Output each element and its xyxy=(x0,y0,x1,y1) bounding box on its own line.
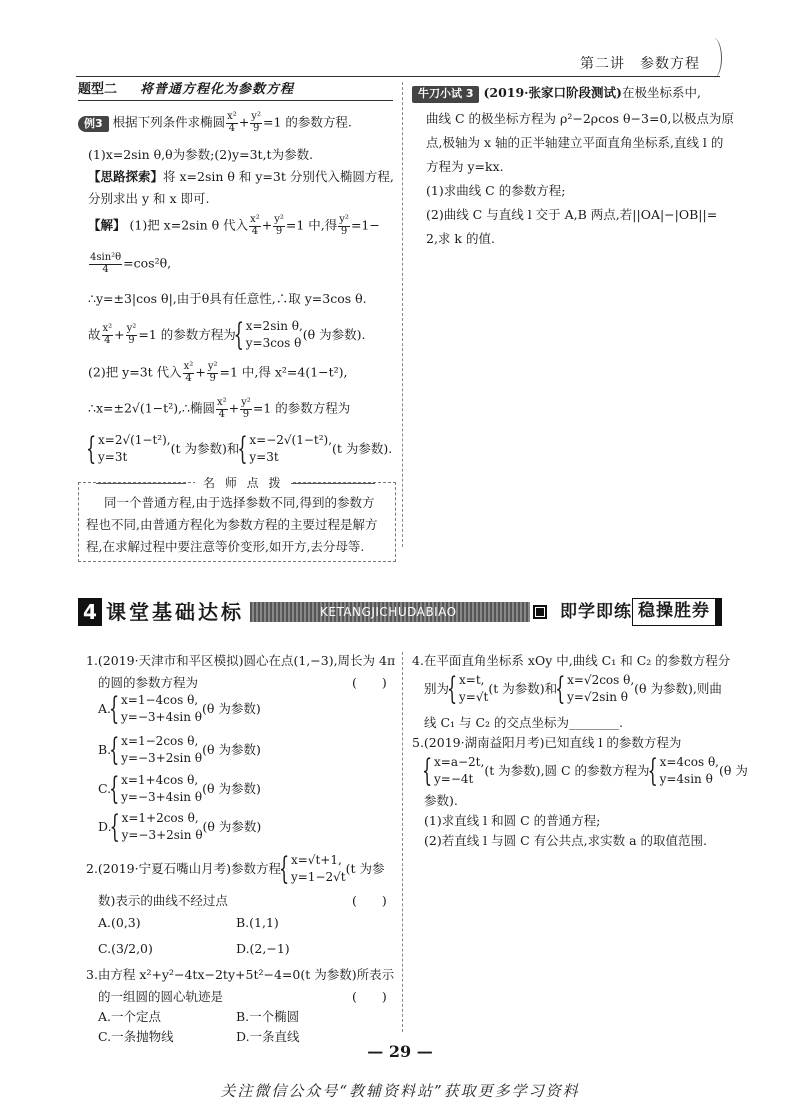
fraction: $\frac{\text{x²}}{4}$ xyxy=(227,111,237,134)
page-number: — 29 — xyxy=(367,1042,433,1061)
type-title: 将普通方程化为参数方程 xyxy=(140,82,295,97)
header-rule xyxy=(76,76,720,77)
q3-stem-1: 3.由方程 x²+y²−4tx−2ty+5t²−4=0(t 为参数)所表示 xyxy=(86,967,395,982)
solution-text: =1 中,得 xyxy=(285,217,338,233)
solution-text: (1)把 x=2sin θ 代入 xyxy=(129,217,249,233)
equation-system: { x=2sin θ, y=3cos θ xyxy=(236,318,303,353)
q3-option-d[interactable]: D.一条直线 xyxy=(236,1029,300,1044)
q1-stem-2: 的圆的参数方程为 xyxy=(98,675,199,690)
solution-line-1: 【解】 (1)把 x=2sin θ 代入 $\frac{\text{x²}}{4}$ + $\frac{\text{y²}}{9}$ =1 中,得 $\frac{\text{y²}}{9}$ =1− xyxy=(88,214,380,237)
solution-text: =1 中,得 x²=4(1−t²), xyxy=(219,364,348,380)
q5-stem-2: { x=a−2t, y=−4t (t 为参数),圆 C 的参数方程为 { x=4cos θ, y=4sin θ (θ 为 xyxy=(424,754,748,789)
type-rule xyxy=(78,100,393,101)
fraction: $\frac{\text{4sin²θ}}{4}$ xyxy=(90,252,122,275)
solution-line-5: (2)把 y=3t 代入 $\frac{\text{x²}}{4}$ + $\frac{\text{y²}}{9}$ =1 中,得 x²=4(1−t²), xyxy=(88,361,348,384)
example-stem-end: 的参数方程. xyxy=(285,114,352,130)
example-stem-text: 根据下列条件求椭圆 xyxy=(112,114,226,130)
header-decoration xyxy=(708,38,722,78)
q4-stem-3: 线 C₁ 与 C₂ 的交点坐标为________. xyxy=(424,715,624,730)
solution-line-4: 故 $\frac{\text{x²}}{4}$ + $\frac{\text{y²}}{9}$ =1 的参数方程为 { x=2sin θ, y=3cos θ (θ 为参数). xyxy=(88,318,366,353)
solution-text: =1 的参数方程为 xyxy=(138,326,236,342)
note-rule xyxy=(285,483,375,484)
q5-stem-1: 5.(2019·湖南益阳月考)已知直线 l 的参数方程为 xyxy=(412,735,682,750)
column-divider xyxy=(402,652,403,1032)
practice-line-4: 方程为 y=kx. xyxy=(426,159,504,174)
solution-text: (θ 为参数). xyxy=(302,326,366,342)
header-title: 第二讲 参数方程 xyxy=(580,56,700,72)
solution-text: (t 为参数)和 xyxy=(170,440,240,456)
q2-option-d[interactable]: D.(2,−1) xyxy=(236,941,290,956)
note-title: 名 师 点 拨 xyxy=(195,474,291,492)
hint-line-2: 分别求出 y 和 x 即可. xyxy=(88,191,210,206)
solution-text: =cos²θ, xyxy=(123,255,172,271)
equation-system: { x=2√(1−t²), y=3t xyxy=(88,432,171,467)
fraction: $\frac{\text{y²}}{9}$ xyxy=(241,397,251,420)
practice-line-1 xyxy=(412,84,701,103)
fraction: $\frac{\text{x²}}{4}$ xyxy=(217,397,227,420)
q2-option-c[interactable]: C.(3/2,0) xyxy=(98,941,153,956)
banner-subtitle-1: 即学即练 xyxy=(560,602,632,622)
solution-text: =1 的参数方程为 xyxy=(252,400,351,416)
banner-pinyin: KETANGJICHUDABIAO xyxy=(320,605,457,619)
q5-part-2: (2)若直线 l 与圆 C 有公共点,求实数 a 的取值范围. xyxy=(424,833,708,848)
q1-stem-1: 1.(2019·天津市和平区模拟)圆心在点(1,−3),周长为 4π xyxy=(86,653,396,668)
practice-line-7: 2,求 k 的值. xyxy=(426,231,495,246)
q3-option-c[interactable]: C.一条抛物线 xyxy=(98,1029,174,1044)
fraction: $\frac{\text{x²}}{4}$ xyxy=(250,214,260,237)
type-label: 题型二 xyxy=(78,82,118,97)
fraction: $\frac{\text{x²}}{4}$ xyxy=(102,323,113,346)
footer-note: 关注微信公众号“教辅资料站”获取更多学习资料 xyxy=(220,1082,580,1100)
fraction: $\frac{\text{y²}}{9}$ xyxy=(207,361,218,384)
fraction: $\frac{\text{y²}}{9}$ xyxy=(339,214,349,237)
banner-square-inner-icon xyxy=(536,608,544,616)
q2-stem-2: 数)表示的曲线不经过点 xyxy=(98,893,228,908)
note-line-2: 程也不同,由普通方程化为参数方程的主要过程是解方 xyxy=(86,517,378,532)
solution-label: 【解】 xyxy=(88,217,126,233)
note-rule xyxy=(96,483,186,484)
solution-text: (2)把 y=3t 代入 xyxy=(88,364,182,380)
q2-option-b[interactable]: B.(1,1) xyxy=(236,915,279,930)
q2-answer-paren: ( ) xyxy=(352,893,387,908)
solution-text: (t 为参数). xyxy=(332,440,393,456)
column-divider xyxy=(402,82,403,547)
fraction: $\frac{\text{x²}}{4}$ xyxy=(183,361,194,384)
solution-line-7 xyxy=(88,432,392,467)
banner-end-bar xyxy=(716,598,722,626)
practice-line-5: (1)求曲线 C 的参数方程; xyxy=(426,183,566,198)
practice-line-3: 点,极轴为 x 轴的正半轴建立平面直角坐标系,直线 l 的 xyxy=(426,135,724,150)
q3-option-a[interactable]: A.一个定点 xyxy=(98,1009,162,1024)
q4-stem-1: 4.在平面直角坐标系 xOy 中,曲线 C₁ 和 C₂ 的参数方程分 xyxy=(412,653,731,668)
q1-option-c[interactable]: C. { x=1+4cos θ, y=−3+4sin θ (θ 为参数) xyxy=(98,772,261,807)
q1-answer-paren: ( ) xyxy=(352,675,387,690)
practice-line-2: 曲线 C 的极坐标方程为 ρ²−2ρcos θ−3=0,以极点为原 xyxy=(426,111,734,126)
q2-stem-1: 2.(2019·宁夏石嘴山月考)参数方程 { x=√t+1, y=1−2√t (t 为参 xyxy=(86,852,384,887)
solution-text: 故 xyxy=(88,326,101,342)
banner-subtitle-2: 稳操胜券 xyxy=(632,598,716,626)
fraction: $\frac{\text{y²}}{9}$ xyxy=(251,111,261,134)
solution-line-3: ∴y=±3|cos θ|,由于θ具有任意性,∴取 y=3cos θ. xyxy=(88,291,367,306)
solution-line-6: ∴x=±2√(1−t²),∴椭圆 $\frac{\text{x²}}{4}$ + $\frac{\text{y²}}{9}$ =1 的参数方程为 xyxy=(88,397,351,420)
practice-text: 在极坐标系中, xyxy=(621,85,701,100)
hint-text: 将 x=2sin θ 和 y=3t 分别代入椭圆方程, xyxy=(163,169,394,184)
solution-line-2 xyxy=(88,253,171,275)
practice-source: (2019·张家口阶段测试) xyxy=(483,85,622,100)
banner-title: 课堂基础达标 xyxy=(106,600,244,624)
q5-part-1: (1)求直线 l 和圆 C 的普通方程; xyxy=(424,813,601,828)
practice-tag: 牛刀小试 3 xyxy=(412,86,479,103)
q3-answer-paren: ( ) xyxy=(352,989,387,1004)
equation-system: { x=−2√(1−t²), y=3t xyxy=(239,432,332,467)
q1-option-a[interactable]: A. { x=1−4cos θ, y=−3+4sin θ (θ 为参数) xyxy=(98,692,261,727)
example-conditions: (1)x=2sin θ,θ为参数;(2)y=3t,t为参数. xyxy=(88,147,314,162)
example-stem: 例3 根据下列条件求椭圆 $\frac{\text{x²}}{4}$ + $\frac{\text{y²}}{9}$ =1 的参数方程. xyxy=(78,112,352,134)
example-tag: 例3 xyxy=(78,116,109,133)
solution-text: =1− xyxy=(350,217,380,233)
fraction: $\frac{\text{y²}}{9}$ xyxy=(274,214,284,237)
q2-option-a[interactable]: A.(0,3) xyxy=(98,915,141,930)
hint-label: 【思路探索】 xyxy=(88,169,164,184)
practice-line-6: (2)曲线 C 与直线 l 交于 A,B 两点,若||OA|−|OB||= xyxy=(426,207,718,222)
q3-stem-2: 的一组圆的圆心轨迹是 xyxy=(98,989,224,1004)
q1-option-b[interactable]: B. { x=1−2cos θ, y=−3+2sin θ (θ 为参数) xyxy=(98,733,261,768)
q4-stem-2: 别为 { x=t, y=√t (t 为参数)和 { x=√2cos θ, y=√2sin θ (θ 为参数),则曲 xyxy=(424,672,722,707)
banner-number: 4 xyxy=(78,598,102,626)
solution-text: ∴x=±2√(1−t²),∴椭圆 xyxy=(88,400,216,416)
hint-line-1 xyxy=(88,168,394,187)
q5-stem-3: 参数). xyxy=(424,793,458,808)
note-line-1: 同一个普通方程,由于选择参数不同,得到的参数方 xyxy=(104,495,375,510)
note-line-3: 程,在求解过程中要注意等价变形,如开方,去分母等. xyxy=(86,539,365,554)
q1-option-d[interactable]: D. { x=1+2cos θ, y=−3+2sin θ (θ 为参数) xyxy=(98,810,261,845)
fraction: $\frac{\text{y²}}{9}$ xyxy=(126,323,137,346)
q3-option-b[interactable]: B.一个椭圆 xyxy=(236,1009,300,1024)
